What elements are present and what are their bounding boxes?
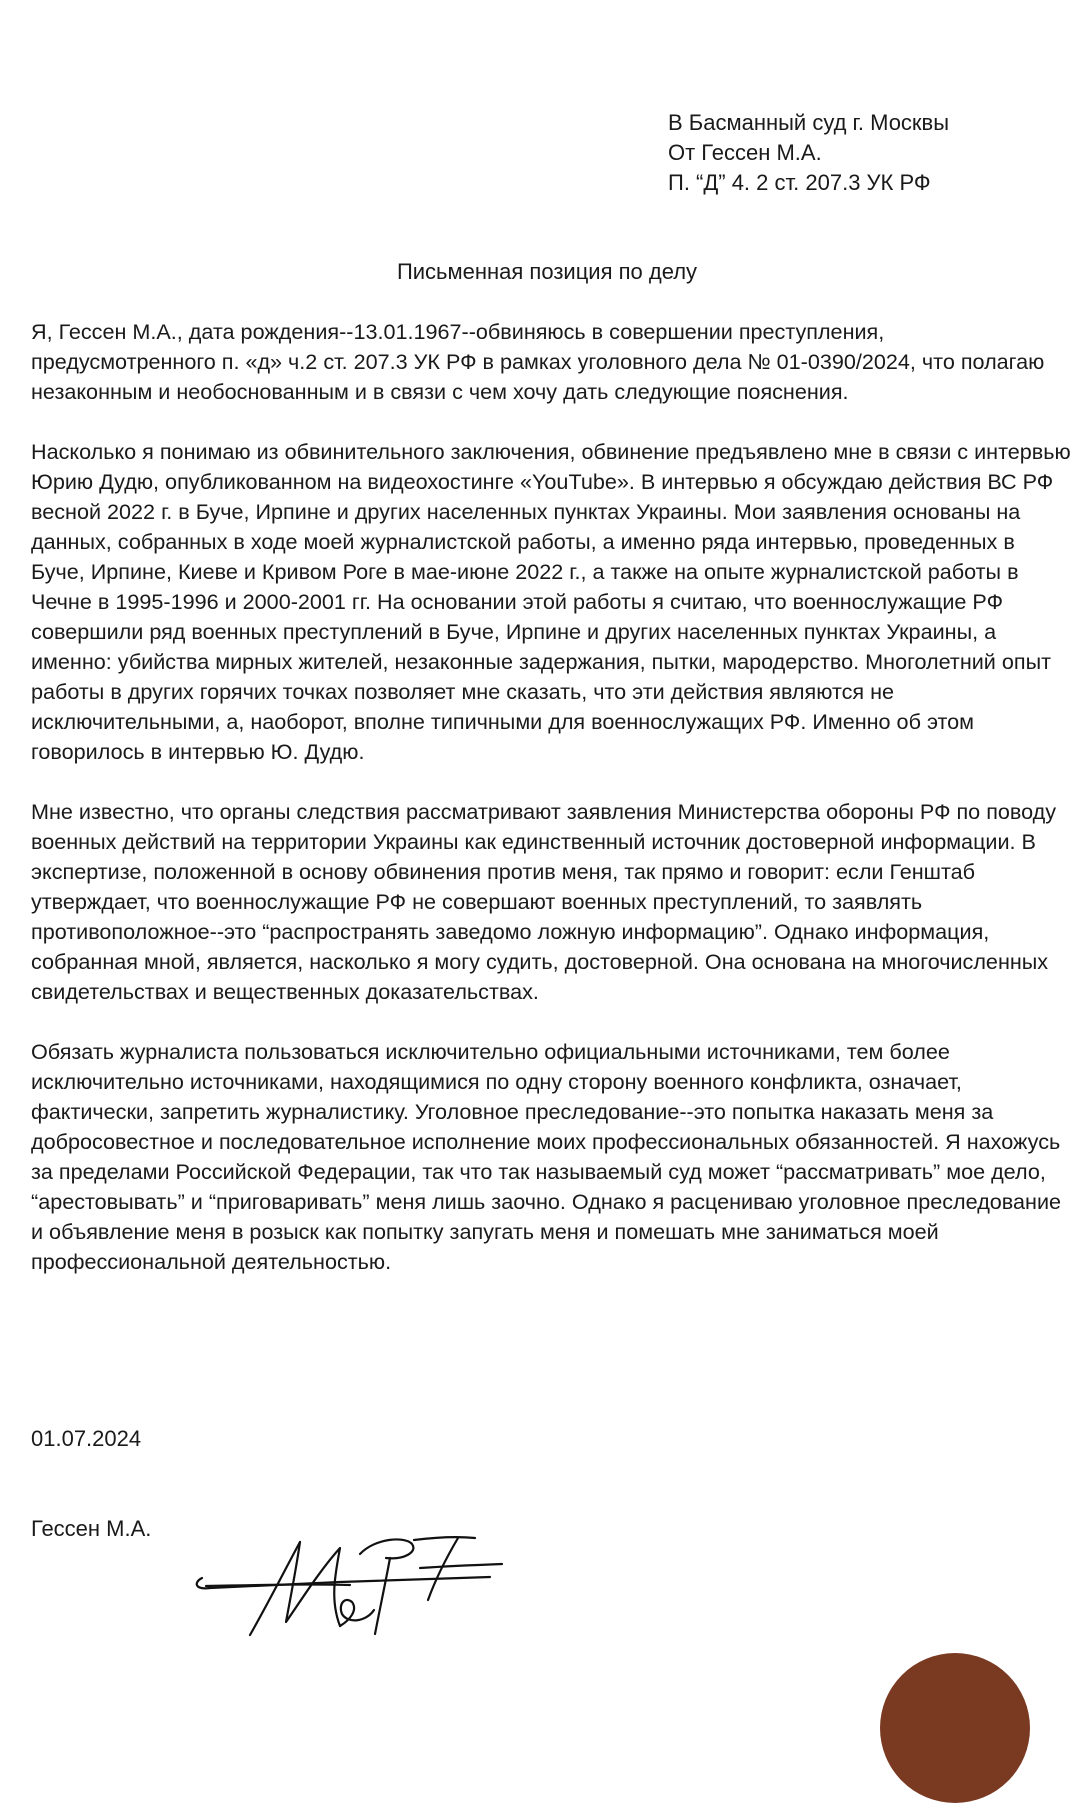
signer-name: Гессен М.А.: [31, 1516, 152, 1541]
document-body: [31, 317, 1071, 1307]
paragraph-4: Обязать журналиста пользоваться исключительно официальными источниками, тем более исключительно источниками, находящимися по одну сторону военного конфликта, означает, фактически, запретить журналистику. Уголовное преследование--это попытка наказать меня за добросовестное и последовательное исполнение моих профессиональных обязанностей. Я нахожусь за пределами Российской Федерации, так что так называемый суд может “рассматривать” мое дело, “арестовывать” и “приговаривать” меня лишь заочно. Однако я расцениваю уголовное преследование и объявление меня в розыск как попытку запугать меня и помешать мне заниматься моей профессиональной деятельностью.: [31, 1039, 1062, 1274]
address-from: От Гессен М.А.: [668, 140, 822, 165]
document-date: 01.07.2024: [31, 1426, 142, 1451]
paragraph-3: Мне известно, что органы следствия рассматривают заявления Министерства обороны РФ по поводу военных действий на территории Украины как единственный источник достоверной информации. В экспертизе, положенной в основу обвинения против меня, так прямо и говорит: если Генштаб утверждает, что военнослужащие РФ не совершают военных преступлений, то заявлять противоположное--это “распространять заведомо ложную информацию”. Однако информация, собранная мной, является, насколько я могу судить, достоверной. Она основана на многочисленных свидетельствах и вещественных доказательствах.: [31, 799, 1057, 1004]
document-title: Письменная позиция по делу: [396, 259, 698, 284]
address-article: П. “Д” 4. 2 ст. 207.3 УК РФ: [668, 170, 931, 195]
address-block: [668, 108, 949, 198]
address-court: В Басманный суд г. Москвы: [668, 110, 950, 135]
paragraph-2: Насколько я понимаю из обвинительного заключения, обвинение предъявлено мне в связи с интервью Юрию Дудю, опубликованном на видеохостинге «YouTube». В интервью я обсуждаю действия ВС РФ весной 2022 г. в Буче, Ирпине и других населенных пунктах Украины. Мои заявления основаны на данных, собранных в ходе моей журналистской работы, а именно ряда интервью, проведенных в Буче, Ирпине, Киеве и Кривом Роге в мае-июне 2022 г., а также на опыте журналистской работы в Чечне в 1995-1996 и 2000-2001 гг. На основании этой работы я считаю, что военнослужащие РФ совершили ряд военных преступлений в Буче, Ирпине и других населенных пунктах Украины, а именно: убийства мирных жителей, незаконные задержания, пытки, мародерство. Многолетний опыт работы в других горячих точках позволяет мне сказать, что эти действия являются не исключительными, а, наоборот, вполне типичными для военнослужащих РФ. Именно об этом говорилось в интервью Ю. Дудю.: [31, 439, 1071, 764]
paragraph-1: Я, Гессен М.А., дата рождения--13.01.1967--обвиняюсь в совершении преступления, предусмотренного п. «д» ч.2 ст. 207.3 УК РФ в рамках уголовного дела № 01-0390/2024, что полагаю незаконным и необоснованным и в связи с чем хочу дать следующие пояснения.: [31, 319, 1045, 404]
corner-decoration: [880, 1653, 1030, 1803]
signature-image: [190, 1530, 540, 1640]
